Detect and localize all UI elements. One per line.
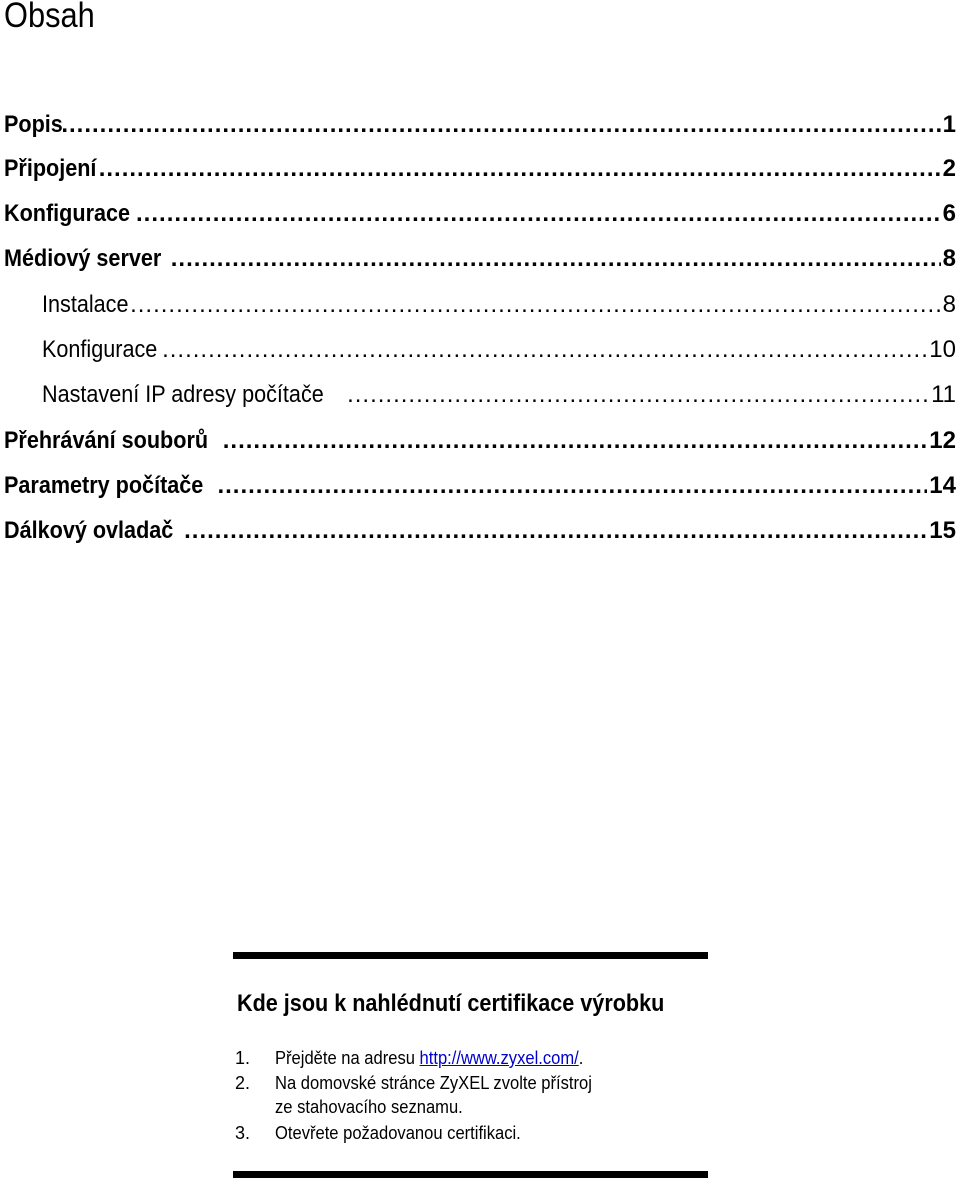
step-text-continued: ze stahovacího seznamu. [275,1097,463,1117]
step-text: Otevřete požadovanou certifikaci. [275,1123,521,1143]
toc-dot-leader [61,109,940,141]
toc-entry-label: Konfigurace [4,200,131,227]
toc-entry-page: 10 [929,336,956,363]
toc-entry-label: Popis [4,111,63,138]
toc-entry-label: Dálkový ovladač [4,517,174,544]
toc-dot-leader [162,334,927,366]
toc-entry-label: Nastavení IP adresy počítače [42,381,324,408]
toc-entry-nastaveni-ip[interactable] [42,379,956,411]
toc-entry-instalace[interactable] [42,289,956,321]
toc-dot-leader [184,515,927,547]
toc-entry-page: 11 [931,381,956,408]
toc-entry-parametry-pocitace[interactable] [4,470,956,502]
toc-entry-label: Přehrávání souborů [4,427,209,454]
certificate-info-box [233,952,708,1180]
toc-dot-leader [136,198,941,230]
toc-entry-label: Konfigurace [42,336,158,363]
toc-entry-mediovy-server[interactable] [4,243,956,275]
toc-entry-page: 6 [942,200,956,227]
toc-entry-label: Médiový server [4,245,162,272]
toc-entry-pripojeni[interactable] [4,153,956,185]
step-text-before: Přejděte na adresu [275,1048,420,1068]
toc-entry-page: 12 [929,427,956,454]
toc-entry-dalkovy-ovladac[interactable] [4,515,956,547]
toc-dot-leader [223,425,928,457]
step-text-after: . [578,1048,584,1068]
toc-entry-page: 1 [942,111,956,138]
toc-entry-label: Parametry počítače [4,472,204,499]
top-rule [233,952,708,959]
toc-dot-leader [347,379,929,411]
step-text: Na domovské stránce ZyXEL zvolte přístroj [275,1073,592,1093]
step-number: 1. [235,1048,251,1068]
zyxel-website-link[interactable]: http://www.zyxel.com/ [419,1048,579,1068]
toc-entry-page: 14 [929,472,956,499]
bottom-rule [233,1171,708,1178]
toc-entry-page: 8 [942,245,956,272]
page-title: Obsah [4,0,95,35]
step-number: 3. [235,1123,251,1143]
toc-dot-leader [130,289,941,321]
toc-entry-page: 15 [929,517,956,544]
certificate-heading: Kde jsou k nahlédnutí certifikace výrobku [237,990,665,1017]
toc-entry-label: Instalace [42,291,129,318]
step-number: 2. [235,1073,251,1093]
toc-dot-leader [217,470,927,502]
toc-dot-leader [171,243,941,275]
toc-entry-page: 8 [942,291,956,318]
step-text [275,1046,583,1070]
toc-entry-prehravani-souboru[interactable] [4,425,956,457]
toc-entry-label: Připojení [4,155,97,182]
toc-entry-konfigurace-sub[interactable] [42,334,956,366]
toc-entry-page: 2 [942,155,956,182]
toc-entry-konfigurace[interactable] [4,198,956,230]
toc-dot-leader [99,153,941,185]
toc-entry-popis[interactable] [4,109,956,141]
